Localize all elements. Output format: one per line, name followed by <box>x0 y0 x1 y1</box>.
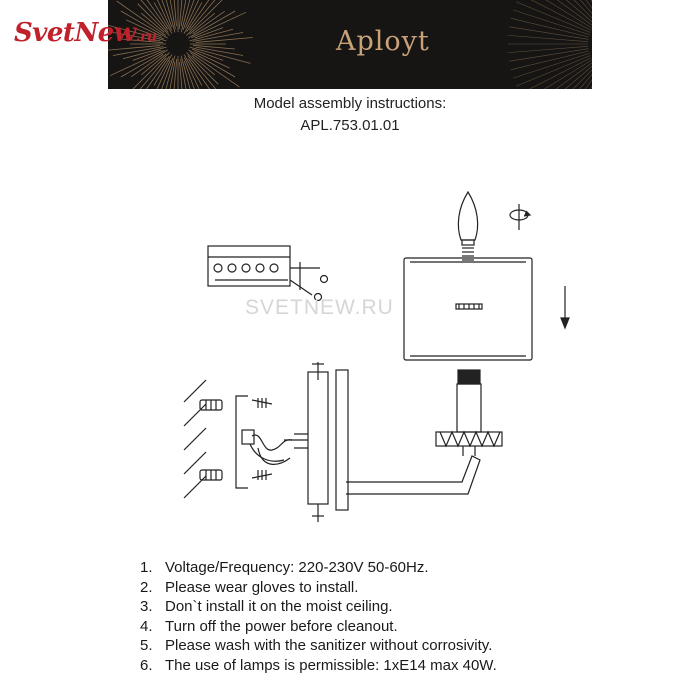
instruction-item <box>140 617 497 637</box>
sun-ray <box>188 59 221 89</box>
shop-logo-part2: New <box>74 18 136 48</box>
item-text: Voltage/Frequency: 220-230V 50-60Hz. <box>165 559 429 576</box>
lamp-shade <box>404 258 532 360</box>
item-number: 5. <box>140 637 153 655</box>
sun-ray <box>584 73 592 89</box>
sun-ray <box>196 37 253 42</box>
instruction-item <box>140 636 497 656</box>
sun-ray <box>508 35 588 41</box>
instruction-item <box>140 558 497 578</box>
item-number: 1. <box>140 559 153 576</box>
sun-ray <box>511 18 589 37</box>
item-number: 3. <box>140 598 153 616</box>
sun-ray <box>179 0 184 29</box>
item-text: Please wash with the sanitizer without corrosivity. <box>165 637 493 655</box>
sun-ray <box>513 10 589 35</box>
sun-ray <box>190 0 221 30</box>
item-text: The use of lamps is permissible: 1xE14 max 40W. <box>165 656 497 674</box>
sun-ray <box>576 72 592 89</box>
candle-bulb <box>458 192 477 260</box>
sun-ray <box>131 54 163 76</box>
item-text: Don`t install it on the moist ceiling. <box>165 598 393 616</box>
instruction-item <box>140 597 497 617</box>
wall-plate <box>284 362 348 522</box>
item-number: 2. <box>140 578 153 596</box>
sun-ray <box>516 2 590 33</box>
wiring <box>242 430 292 464</box>
wall-plugs <box>200 400 222 480</box>
sun-ray <box>513 53 589 78</box>
sun-ray <box>171 59 176 89</box>
instruction-item <box>140 578 497 598</box>
sun-ray <box>561 0 592 18</box>
sun-ray <box>193 11 225 33</box>
instruction-item <box>140 656 497 676</box>
item-number: 6. <box>140 656 153 674</box>
shop-logo-part1: Svet <box>14 18 75 48</box>
model-number: APL.753.01.01 <box>300 117 400 134</box>
sun-ray <box>508 46 588 52</box>
sun-ray <box>180 62 183 89</box>
brand-banner <box>108 0 592 89</box>
sun-ray <box>516 55 590 86</box>
sun-ray <box>509 49 588 62</box>
lamp-arm <box>346 456 480 494</box>
sun-ray <box>188 50 235 77</box>
sun-ray <box>193 45 235 49</box>
item-text: Turn off the power before cleanout. <box>165 617 398 635</box>
watermark: SVETNEW.RU <box>245 296 394 319</box>
terminal-block <box>208 246 328 301</box>
rotate-icon <box>510 204 530 230</box>
item-text: Please wear gloves to install. <box>165 578 359 596</box>
sun-ray <box>121 50 168 77</box>
instruction-list <box>140 558 497 676</box>
sun-ray <box>509 27 588 40</box>
assembly-diagram <box>170 180 590 530</box>
sun-ray <box>547 0 592 21</box>
sun-ray <box>534 63 592 89</box>
sun-ray <box>576 0 592 16</box>
sun-ray <box>188 11 235 38</box>
shop-logo[interactable] <box>14 18 157 48</box>
item-number: 4. <box>140 617 153 635</box>
document-title: Model assembly instructions: <box>253 95 447 112</box>
sun-ray <box>520 58 591 89</box>
sun-ray <box>189 13 214 34</box>
brand-name: Aployt <box>336 26 430 57</box>
down-arrow-icon <box>561 286 569 328</box>
sun-ray <box>196 47 243 55</box>
lamp-socket <box>436 370 502 456</box>
sun-ray <box>520 0 591 30</box>
sun-ray <box>141 54 166 75</box>
sun-ray <box>173 0 176 26</box>
sun-ray <box>511 51 589 70</box>
shop-logo-tld: .ru <box>135 29 157 45</box>
